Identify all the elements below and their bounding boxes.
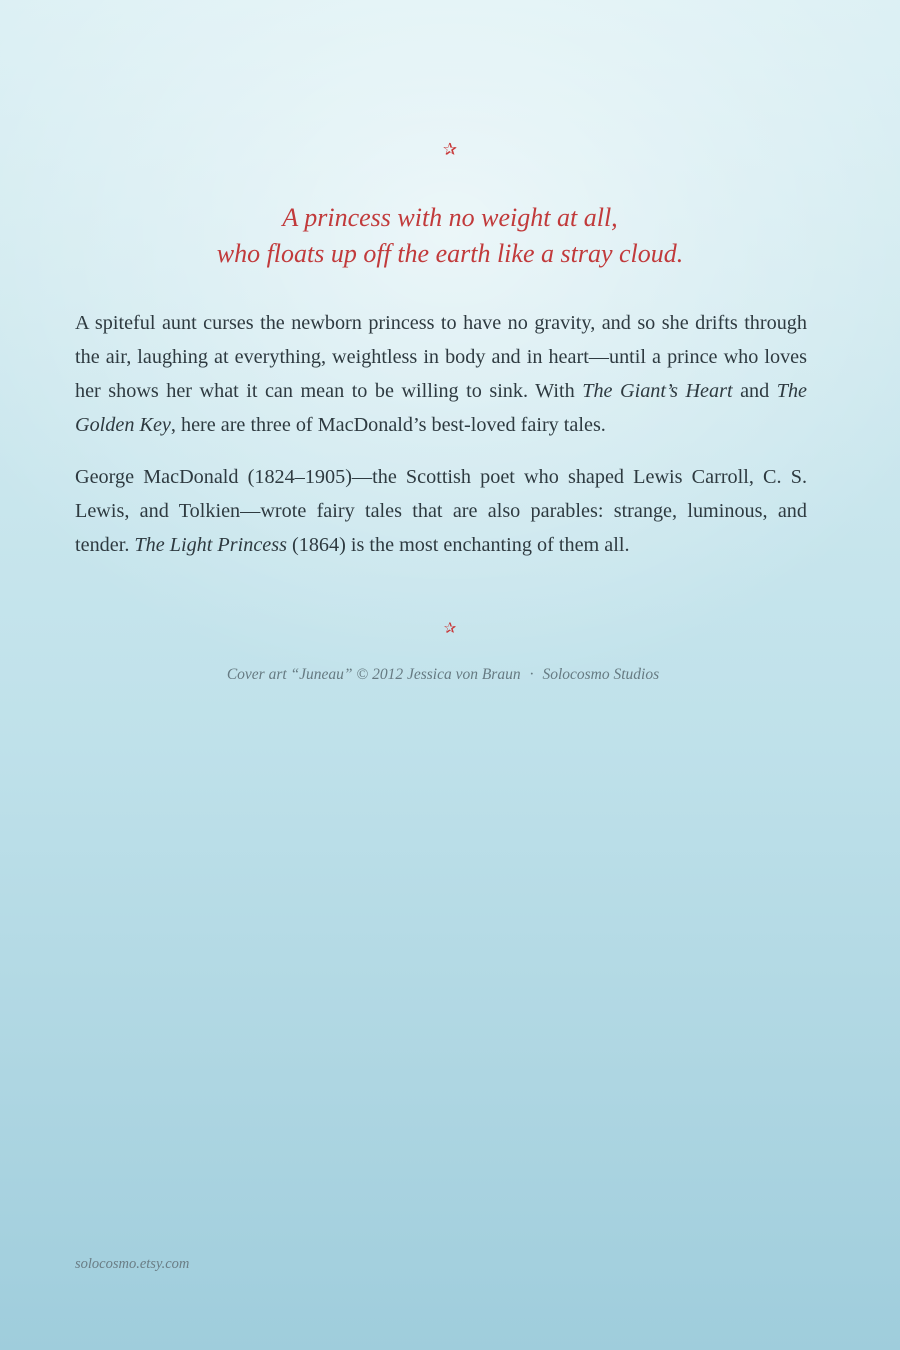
star-ornament-icon: ✰ bbox=[442, 140, 458, 160]
tagline-line-2: who floats up off the earth like a stray cloud. bbox=[216, 239, 684, 268]
credit-separator: · bbox=[529, 666, 534, 683]
studio-credit: Solocosmo Studios bbox=[542, 666, 660, 683]
book-title: The Light Princess bbox=[134, 534, 287, 556]
website-url: solocosmo.etsy.com bbox=[75, 1256, 190, 1272]
cover-art-credit bbox=[0, 666, 886, 684]
book-title: The Golden Key bbox=[75, 380, 807, 436]
book-title: The Giant’s Heart bbox=[582, 380, 733, 402]
blurb-paragraph-1 bbox=[75, 306, 807, 442]
blurb-text: and bbox=[732, 380, 777, 402]
blurb-text: George MacDonald (1824–1905)—the Scottish poet who shaped Lewis Carroll, C. S. Lewis, and Tolkien—wrote fairy tales that are also parables: strange, luminous, and tender. bbox=[75, 466, 807, 556]
blurb-text: (1864) is the most enchanting of them all. bbox=[286, 534, 630, 556]
blurb-paragraph-2 bbox=[75, 460, 807, 562]
tagline-line-1: A princess with no weight at all, bbox=[282, 203, 618, 232]
star-ornament-icon: ✰ bbox=[443, 619, 457, 637]
blurb-text: A spiteful aunt curses the newborn princess to have no gravity, and so she drifts through the air, laughing at everything, weightless in body and in heart—until a prince who loves her shows her what it can mean to be willing to sink. With bbox=[75, 312, 807, 402]
art-credit: Cover art “Juneau” © 2012 Jessica von Braun bbox=[226, 666, 521, 683]
blurb-text: , here are three of MacDonald’s best-loved fairy tales. bbox=[170, 414, 606, 436]
tagline bbox=[0, 200, 900, 272]
